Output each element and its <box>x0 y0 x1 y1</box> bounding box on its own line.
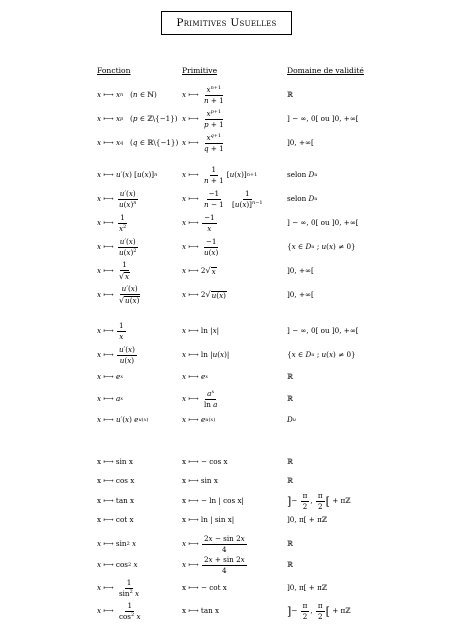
table-row <box>0 131 453 155</box>
primitive-cell: x ⟼ $\frac{x^{p+1}}{p + 1}$ <box>182 109 224 129</box>
page-title <box>161 11 292 35</box>
table-row <box>0 283 453 307</box>
table-row <box>0 235 453 259</box>
function-cell: x ⟼ u ′( x ) e u(x) <box>97 415 149 425</box>
function-cell: x ⟼ x n ( n ∈ ℕ) <box>97 90 157 100</box>
domain-cell: ] − $\frac{\pi}{2}$ , $\frac{\pi}{2}$ [ + πℤ <box>287 491 351 511</box>
domain-cell: ]0, π[ + πℤ <box>287 515 328 525</box>
function-cell: x ⟼ $\frac{1}{√x}$ <box>97 260 130 281</box>
primitive-cell: x ⟼ $\frac{x^{q+1}}{q + 1}$ <box>182 133 224 153</box>
primitive-cell: x ⟼ $\frac{-1}{u(x)}$ <box>182 237 219 257</box>
table-row <box>0 211 453 235</box>
table-row <box>0 452 453 472</box>
primitive-cell: x ⟼ − cot x <box>182 583 227 593</box>
table-row <box>0 387 453 411</box>
domain-cell: ] − ∞, 0[ ou ]0, +∞[ <box>287 326 359 336</box>
table-row <box>0 187 453 211</box>
domain-cell: { x ∈ D u ; u ( x ) ≠ 0} <box>287 242 356 252</box>
table-row <box>0 471 453 491</box>
primitive-cell: x ⟼ − cos x <box>182 457 228 467</box>
primitive-cell: x ⟼ sin x <box>182 476 218 486</box>
primitive-cell: x ⟼ $\frac{-1}{n - 1}$ $\frac{1}{[u(x)]^{n-1}}$ <box>182 189 263 209</box>
function-cell: x ⟼ $\frac{u'(x)}{u(x)}$ <box>97 345 135 365</box>
domain-cell: ] − ∞, 0[ ou ]0, +∞[ <box>287 218 359 228</box>
table-row <box>0 534 453 554</box>
table-row <box>0 510 453 530</box>
domain-cell: ℝ <box>287 394 293 404</box>
function-cell: x ⟼ $\frac{u'(x)}{u(x)^2}$ <box>97 237 137 257</box>
function-cell: x ⟼ e x <box>97 372 124 382</box>
domain-cell: ] − ∞, 0[ ou ]0, +∞[ <box>287 114 359 124</box>
primitive-cell: x ⟼ $\frac{2x - \sin 2x}{4}$ <box>182 534 245 554</box>
domain-cell: ℝ <box>287 539 293 549</box>
primitive-cell: x ⟼ ln | sin x| <box>182 515 235 525</box>
function-cell: x ⟼ $\frac{u'(x)}{√u(x)}$ <box>97 284 140 305</box>
primitive-cell: x ⟼ ln | x | <box>182 326 220 336</box>
domain-cell: selon D u <box>287 194 318 204</box>
header-primitive: Primitive <box>182 66 218 75</box>
domain-cell: ]0, +∞[ <box>287 138 314 148</box>
primitive-cell: x ⟼ 2 √ x <box>182 266 216 276</box>
function-cell: x ⟼ cos 2 x <box>97 560 138 570</box>
domain-cell: ]0, π[ + πℤ <box>287 583 328 593</box>
table-row <box>0 343 453 367</box>
function-cell: x ⟼ cot x <box>97 515 134 525</box>
primitive-cell: x ⟼ $\frac{2x + \sin 2x}{4}$ <box>182 555 245 575</box>
function-cell: x ⟼ x p ( p ∈ ℤ\{−1}) <box>97 114 178 124</box>
domain-cell: ]0, +∞[ <box>287 266 314 276</box>
table-row <box>0 410 453 430</box>
primitive-cell: x ⟼ $\frac{1}{n + 1}$ [ u ( x )] n+1 <box>182 165 258 185</box>
primitive-cell: x ⟼ 2 √ u(x) <box>182 290 226 300</box>
primitive-cell: x ⟼ − ln | cos x| <box>182 496 244 506</box>
table-row <box>0 319 453 343</box>
function-cell: x ⟼ $\frac{u'(x)}{u(x)^n}$ <box>97 189 137 209</box>
table-row <box>0 259 453 283</box>
function-cell: x ⟼ $\frac{1}{\sin^2 x}$ <box>97 578 140 598</box>
function-cell: x ⟼ sin 2 x <box>97 539 137 549</box>
primitive-cell: x ⟼ ln | u ( x )| <box>182 350 230 360</box>
table-row <box>0 555 453 575</box>
function-cell: x ⟼ x q ( q ∈ ℝ\{−1}) <box>97 138 179 148</box>
domain-cell: ℝ <box>287 476 293 486</box>
function-cell: x ⟼ $\frac{1}{x}$ <box>97 321 124 341</box>
domain-cell: ]0, +∞[ <box>287 290 314 300</box>
table-row <box>0 83 453 107</box>
function-cell: x ⟼ $\frac{1}{\cos^2 x}$ <box>97 601 141 621</box>
primitive-cell: x ⟼ $\frac{x^{n+1}}{n + 1}$ <box>182 85 224 105</box>
domain-cell: { x ∈ D u ; u ( x ) ≠ 0} <box>287 350 356 360</box>
header-domaine: Domaine de validité <box>287 66 364 75</box>
primitive-cell: x ⟼ e u(x) <box>182 415 216 425</box>
domain-cell: selon D u <box>287 170 318 180</box>
domain-cell: ℝ <box>287 372 293 382</box>
function-cell: x ⟼ sin x <box>97 457 133 467</box>
function-cell: x ⟼ cos x <box>97 476 135 486</box>
page-title-text: Primitives Usuelles <box>176 17 277 29</box>
domain-cell: ℝ <box>287 560 293 570</box>
function-cell: x ⟼ $\frac{1}{x^2}$ <box>97 213 127 233</box>
primitive-cell: x ⟼ $\frac{a^x}{\text{ln a}}$ <box>182 389 218 409</box>
function-cell: x ⟼ tan x <box>97 496 135 506</box>
domain-cell: ℝ <box>287 90 293 100</box>
table-row <box>0 163 453 187</box>
primitive-cell: x ⟼ e x <box>182 372 209 382</box>
table-row <box>0 577 453 599</box>
table-row <box>0 599 453 623</box>
table-row <box>0 107 453 131</box>
function-cell: x ⟼ u ′( x ) [ u ( x )] n <box>97 170 158 180</box>
primitive-cell: x ⟼ tan x <box>182 606 220 616</box>
domain-cell: ℝ <box>287 457 293 467</box>
table-row <box>0 367 453 387</box>
function-cell: x ⟼ a x <box>97 394 124 404</box>
domain-cell: ] − $\frac{\pi}{2}$ , $\frac{\pi}{2}$ [ + πℤ <box>287 601 351 621</box>
domain-cell: D u <box>287 415 296 425</box>
primitive-cell: x ⟼ $\frac{-1}{x}$ <box>182 213 215 233</box>
header-fonction: Fonction <box>97 66 131 75</box>
